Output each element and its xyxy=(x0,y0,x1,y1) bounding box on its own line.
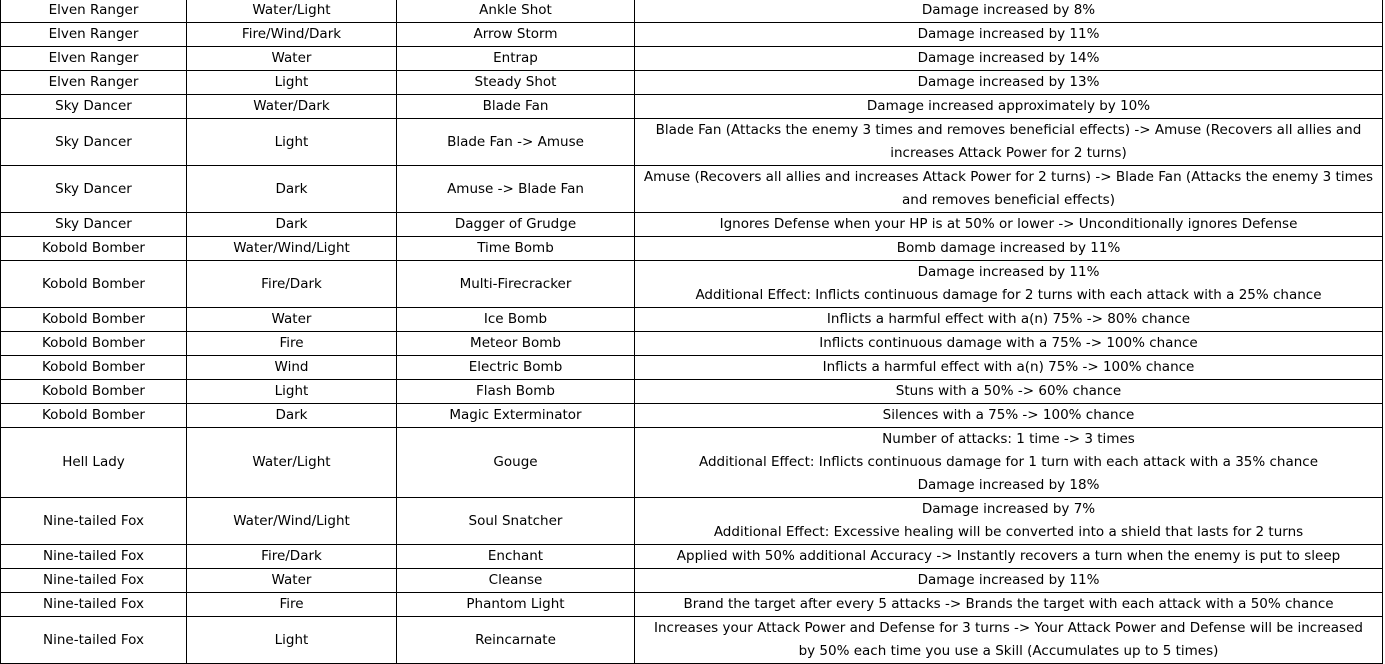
effect-line: Silences with a 75% -> 100% chance xyxy=(882,407,1135,423)
effect-line: Damage increased by 11% xyxy=(917,26,1100,42)
table-row xyxy=(1,617,1383,664)
table-row xyxy=(1,428,1383,498)
skill-name-cell: Gouge xyxy=(397,428,635,498)
skill-name-cell: Ankle Shot xyxy=(397,0,635,23)
effect-cell xyxy=(635,617,1383,664)
monster-name-cell: Kobold Bomber xyxy=(1,308,187,332)
table-row xyxy=(1,23,1383,47)
monster-name-cell: Elven Ranger xyxy=(1,23,187,47)
effect-line: Inflicts a harmful effect with a(n) 75% -> 100% chance xyxy=(822,359,1195,375)
effect-cell xyxy=(635,332,1383,356)
monster-name-cell: Kobold Bomber xyxy=(1,332,187,356)
effect-line: Brand the target after every 5 attacks -> Brands the target with each attack with a 50% chance xyxy=(683,596,1334,612)
attribute-cell: Water xyxy=(187,308,397,332)
effect-line: Damage increased by 8% xyxy=(921,2,1096,18)
attribute-cell: Water/Wind/Light xyxy=(187,498,397,545)
table-row xyxy=(1,71,1383,95)
monster-name-cell: Kobold Bomber xyxy=(1,356,187,380)
monster-name-cell: Kobold Bomber xyxy=(1,380,187,404)
table-row xyxy=(1,308,1383,332)
attribute-cell: Dark xyxy=(187,213,397,237)
table-body xyxy=(1,0,1383,664)
attribute-cell: Dark xyxy=(187,404,397,428)
effect-line: Applied with 50% additional Accuracy -> Instantly recovers a turn when the enemy is put to sleep xyxy=(676,548,1341,564)
effect-cell xyxy=(635,356,1383,380)
skill-name-cell: Steady Shot xyxy=(397,71,635,95)
table-row xyxy=(1,380,1383,404)
attribute-cell: Water/Light xyxy=(187,0,397,23)
effect-line: Damage increased approximately by 10% xyxy=(866,98,1151,114)
attribute-cell: Light xyxy=(187,380,397,404)
skill-name-cell: Flash Bomb xyxy=(397,380,635,404)
skill-name-cell: Enchant xyxy=(397,545,635,569)
effect-cell xyxy=(635,545,1383,569)
effect-line: Blade Fan (Attacks the enemy 3 times and removes beneficial effects) -> Amuse (Recovers all allies and xyxy=(655,122,1362,138)
attribute-cell: Water/Dark xyxy=(187,95,397,119)
monster-name-cell: Elven Ranger xyxy=(1,0,187,23)
effect-cell xyxy=(635,0,1383,23)
skill-name-cell: Cleanse xyxy=(397,569,635,593)
monster-name-cell: Kobold Bomber xyxy=(1,404,187,428)
attribute-cell: Light xyxy=(187,617,397,664)
effect-line: Additional Effect: Inflicts continuous damage for 2 turns with each attack with a 25% chance xyxy=(695,287,1322,303)
effect-line: Damage increased by 11% xyxy=(917,264,1100,280)
table-row xyxy=(1,261,1383,308)
table-row xyxy=(1,498,1383,545)
monster-name-cell: Sky Dancer xyxy=(1,95,187,119)
effect-line: Stuns with a 50% -> 60% chance xyxy=(895,383,1122,399)
effect-cell xyxy=(635,119,1383,166)
table-row xyxy=(1,119,1383,166)
attribute-cell: Dark xyxy=(187,166,397,213)
effect-line: Increases your Attack Power and Defense for 3 turns -> Your Attack Power and Defense will be increased xyxy=(654,620,1363,636)
effect-cell xyxy=(635,261,1383,308)
monster-name-cell: Nine-tailed Fox xyxy=(1,545,187,569)
effect-cell xyxy=(635,71,1383,95)
effect-line: by 50% each time you use a Skill (Accumulates up to 5 times) xyxy=(798,643,1219,659)
effect-cell xyxy=(635,404,1383,428)
monster-name-cell: Elven Ranger xyxy=(1,47,187,71)
effect-line: Ignores Defense when your HP is at 50% or lower -> Unconditionally ignores Defense xyxy=(719,216,1298,232)
effect-line: Inflicts a harmful effect with a(n) 75% -> 80% chance xyxy=(826,311,1191,327)
table-row xyxy=(1,404,1383,428)
skill-name-cell: Magic Exterminator xyxy=(397,404,635,428)
table-row xyxy=(1,332,1383,356)
attribute-cell: Water xyxy=(187,569,397,593)
attribute-cell: Wind xyxy=(187,356,397,380)
monster-name-cell: Nine-tailed Fox xyxy=(1,593,187,617)
skill-name-cell: Blade Fan xyxy=(397,95,635,119)
skill-name-cell: Entrap xyxy=(397,47,635,71)
effect-cell xyxy=(635,593,1383,617)
table-row xyxy=(1,356,1383,380)
attribute-cell: Fire/Dark xyxy=(187,261,397,308)
skill-name-cell: Multi-Firecracker xyxy=(397,261,635,308)
attribute-cell: Fire/Wind/Dark xyxy=(187,23,397,47)
attribute-cell: Fire xyxy=(187,332,397,356)
skill-name-cell: Ice Bomb xyxy=(397,308,635,332)
skill-name-cell: Time Bomb xyxy=(397,237,635,261)
effect-cell xyxy=(635,569,1383,593)
effect-line: increases Attack Power for 2 turns) xyxy=(890,145,1127,161)
skill-name-cell: Reincarnate xyxy=(397,617,635,664)
skill-name-cell: Arrow Storm xyxy=(397,23,635,47)
table-row xyxy=(1,593,1383,617)
attribute-cell: Water xyxy=(187,47,397,71)
attribute-cell: Water/Light xyxy=(187,428,397,498)
skill-name-cell: Dagger of Grudge xyxy=(397,213,635,237)
effect-line: Number of attacks: 1 time -> 3 times xyxy=(882,431,1135,447)
effect-line: Damage increased by 13% xyxy=(917,74,1100,90)
effect-cell xyxy=(635,213,1383,237)
skill-name-cell: Blade Fan -> Amuse xyxy=(397,119,635,166)
table-row xyxy=(1,213,1383,237)
effect-line: Damage increased by 14% xyxy=(917,50,1100,66)
monster-name-cell: Nine-tailed Fox xyxy=(1,569,187,593)
monster-name-cell: Nine-tailed Fox xyxy=(1,617,187,664)
skill-name-cell: Meteor Bomb xyxy=(397,332,635,356)
effect-line: Bomb damage increased by 11% xyxy=(896,240,1121,256)
attribute-cell: Water/Wind/Light xyxy=(187,237,397,261)
monster-name-cell: Sky Dancer xyxy=(1,119,187,166)
effect-cell xyxy=(635,380,1383,404)
effect-cell xyxy=(635,237,1383,261)
attribute-cell: Light xyxy=(187,119,397,166)
effect-cell xyxy=(635,23,1383,47)
table-row xyxy=(1,166,1383,213)
effect-line: Damage increased by 18% xyxy=(917,477,1100,493)
effect-cell xyxy=(635,498,1383,545)
attribute-cell: Light xyxy=(187,71,397,95)
effect-line: Damage increased by 11% xyxy=(917,572,1100,588)
effect-cell xyxy=(635,428,1383,498)
effect-line: Inflicts continuous damage with a 75% -> 100% chance xyxy=(819,335,1198,351)
monster-name-cell: Hell Lady xyxy=(1,428,187,498)
table-row xyxy=(1,545,1383,569)
skill-name-cell: Electric Bomb xyxy=(397,356,635,380)
table-row xyxy=(1,237,1383,261)
effect-cell xyxy=(635,95,1383,119)
skill-name-cell: Phantom Light xyxy=(397,593,635,617)
skill-name-cell: Soul Snatcher xyxy=(397,498,635,545)
monster-name-cell: Kobold Bomber xyxy=(1,237,187,261)
effect-cell xyxy=(635,166,1383,213)
table-row xyxy=(1,95,1383,119)
monster-name-cell: Sky Dancer xyxy=(1,213,187,237)
effect-line: Additional Effect: Inflicts continuous damage for 1 turn with each attack with a 35% chance xyxy=(698,454,1319,470)
effect-line: Additional Effect: Excessive healing will be converted into a shield that lasts for 2 turns xyxy=(713,524,1304,540)
effect-line: and removes beneficial effects) xyxy=(902,192,1115,208)
table-row xyxy=(1,569,1383,593)
effect-cell xyxy=(635,308,1383,332)
effect-line: Damage increased by 7% xyxy=(921,501,1096,517)
effect-cell xyxy=(635,47,1383,71)
table-row xyxy=(1,47,1383,71)
skill-name-cell: Amuse -> Blade Fan xyxy=(397,166,635,213)
table-row xyxy=(1,0,1383,23)
monster-name-cell: Sky Dancer xyxy=(1,166,187,213)
monster-name-cell: Elven Ranger xyxy=(1,71,187,95)
attribute-cell: Fire/Dark xyxy=(187,545,397,569)
monster-name-cell: Kobold Bomber xyxy=(1,261,187,308)
monster-name-cell: Nine-tailed Fox xyxy=(1,498,187,545)
attribute-cell: Fire xyxy=(187,593,397,617)
effect-line: Amuse (Recovers all allies and increases Attack Power for 2 turns) -> Blade Fan (Attacks the enemy 3 times xyxy=(643,169,1374,185)
